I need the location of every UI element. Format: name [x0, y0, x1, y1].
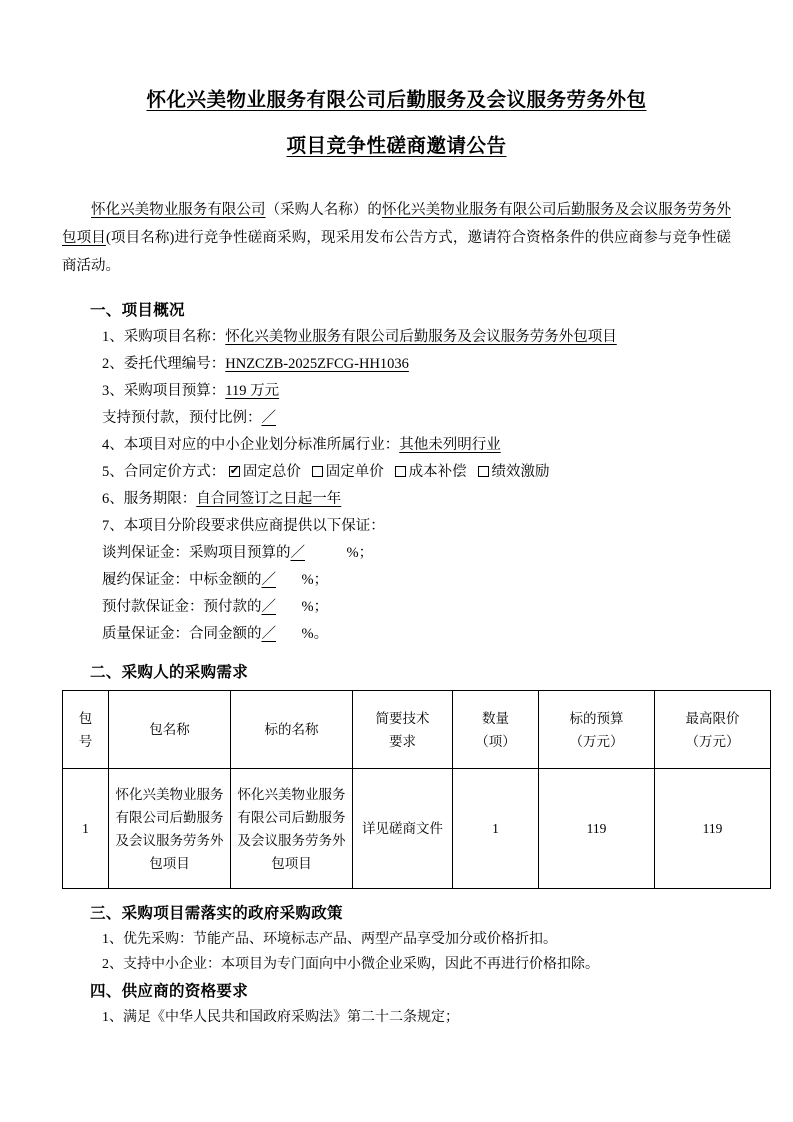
cell-no: 1: [63, 769, 109, 889]
policy-item-2-label: 2、支持中小企业：: [102, 957, 221, 972]
guarantee-2-value: ／: [261, 599, 276, 615]
table-header-cell-package: 包名称: [109, 691, 231, 769]
overview-item-3-value: 119 万元: [225, 383, 280, 399]
guarantee-row-2: [62, 594, 731, 621]
pricing-option-2-label: 成本补偿: [408, 464, 467, 480]
checkbox-checked-icon[interactable]: [229, 466, 240, 477]
policy-item-2-value: 本项目为专门面向中小微企业采购，因此不再进行价格扣除。: [221, 957, 599, 972]
guarantee-0-unit: %；: [346, 545, 374, 561]
guarantee-3-name: 质量保证金：: [102, 626, 189, 642]
policy-item-1-label: 1、优先采购：: [102, 932, 193, 947]
pricing-option-0[interactable]: [229, 464, 301, 480]
guarantee-row-3: [62, 621, 731, 648]
checkbox-empty-icon[interactable]: [478, 466, 489, 477]
overview-item-3-label: 3、采购项目预算：: [102, 383, 226, 399]
table-header-cell-cap: [655, 691, 771, 769]
table-header-cell-qty: [453, 691, 539, 769]
overview-item-2: [62, 351, 731, 378]
overview-item-4-value: 其他未列明行业: [399, 437, 501, 453]
requirement-table: [62, 690, 771, 889]
overview-item-5-label: 5、合同定价方式：: [102, 464, 226, 480]
section-qualification-heading: 四、供应商的资格要求: [90, 983, 249, 1000]
overview-item-7: [62, 513, 731, 540]
header-tech-line1: 简要技术: [375, 710, 430, 726]
table-header-cell-object: 标的名称: [231, 691, 353, 769]
pricing-option-3-label: 绩效激励: [491, 464, 550, 480]
section-overview-heading: 一、项目概况: [90, 302, 185, 319]
checkbox-empty-icon[interactable]: [312, 466, 323, 477]
guarantee-2-desc: 预付款的: [203, 599, 262, 615]
overview-item-1-label: 1、采购项目名称：: [102, 329, 226, 345]
prepayment-value: ／: [261, 410, 276, 426]
header-budget-line1: 标的预算: [569, 710, 624, 726]
intro-paragraph: [62, 196, 731, 280]
header-budget-line2: （万元）: [569, 733, 624, 749]
prepayment-label: 支持预付款，预付比例：: [102, 410, 262, 426]
header-tech-line2: 要求: [389, 733, 416, 749]
header-qty-line1: 数量: [482, 710, 509, 726]
cell-object-name: 怀化兴美物业服务有限公司后勤服务及会议服务劳务外包项目: [231, 769, 353, 889]
guarantee-row-1: [62, 567, 731, 594]
guarantee-2-unit: %；: [301, 599, 329, 615]
policy-item-1: [62, 927, 731, 952]
guarantee-1-unit: %；: [301, 572, 329, 588]
cell-package-name: 怀化兴美物业服务有限公司后勤服务及会议服务劳务外包项目: [109, 769, 231, 889]
overview-item-2-label: 2、委托代理编号：: [102, 356, 226, 372]
overview-item-6-value: 自合同签订之日起一年: [196, 491, 342, 507]
pricing-option-1-label: 固定单价: [325, 464, 384, 480]
overview-item-7-label: 7、本项目分阶段要求供应商提供以下保证：: [102, 518, 385, 534]
overview-item-3-sub: [62, 405, 731, 432]
guarantee-2-name: 预付款保证金：: [102, 599, 204, 615]
checkbox-empty-icon[interactable]: [395, 466, 406, 477]
overview-item-4: [62, 432, 731, 459]
header-cap-line2: （万元）: [685, 733, 740, 749]
overview-item-1-value: 怀化兴美物业服务有限公司后勤服务及会议服务劳务外包项目: [225, 329, 617, 345]
overview-item-1: [62, 324, 731, 351]
overview-item-3: [62, 378, 731, 405]
header-no-line1: 包: [78, 710, 93, 726]
cell-tech: 详见磋商文件: [353, 769, 453, 889]
pricing-option-0-label: 固定总价: [242, 464, 301, 480]
cell-budget: 119: [539, 769, 655, 889]
intro-text-1: （采购人名称）的: [265, 202, 382, 218]
policy-item-1-value: 节能产品、环境标志产品、两型产品享受加分或价格折扣。: [193, 932, 557, 947]
header-no-line2: 号: [78, 733, 93, 749]
qualification-item-1: 1、满足《中华人民共和国政府采购法》第二十二条规定；: [102, 1010, 459, 1025]
policy-item-2: [62, 952, 731, 977]
guarantee-0-name: 谈判保证金：: [102, 545, 189, 561]
table-row: [63, 769, 771, 889]
guarantee-0-value: ／: [290, 545, 305, 561]
section-demand-heading: 二、采购人的采购需求: [90, 664, 249, 681]
intro-purchaser-name: 怀化兴美物业服务有限公司: [91, 202, 266, 218]
guarantee-3-unit: %。: [301, 626, 329, 642]
guarantee-1-desc: 中标金额的: [189, 572, 262, 588]
guarantee-0-desc: 采购项目预算的: [189, 545, 291, 561]
overview-item-2-value: HNZCZB-2025ZFCG-HH1036: [225, 356, 409, 372]
doc-title-line1: 怀化兴美物业服务有限公司后勤服务及会议服务劳务外包: [146, 90, 647, 111]
pricing-option-2[interactable]: [395, 464, 467, 480]
guarantee-row-0: [62, 540, 731, 567]
guarantee-3-value: ／: [261, 626, 276, 642]
table-header-row: [63, 691, 771, 769]
header-cap-line1: 最高限价: [685, 710, 740, 726]
table-header-cell-no: [63, 691, 109, 769]
page-title: [62, 78, 731, 170]
overview-item-6-label: 6、服务期限：: [102, 491, 197, 507]
cell-qty: 1: [453, 769, 539, 889]
header-qty-line2: （项）: [475, 733, 516, 749]
pricing-option-1[interactable]: [312, 464, 384, 480]
cell-cap: 119: [655, 769, 771, 889]
table-header-cell-tech: [353, 691, 453, 769]
table-header-cell-budget: [539, 691, 655, 769]
intro-project-name: 怀化兴美物业服务有限公司后勤服务及会议服务劳务外包项目: [62, 202, 732, 246]
guarantee-3-desc: 合同金额的: [189, 626, 262, 642]
intro-text-2: (项目名称)进行竞争性磋商采购，现采用发布公告方式，邀请符合资格条件的供应商参与竞争性磋商活动。: [62, 230, 732, 274]
section-policy-heading: 三、采购项目需落实的政府采购政策: [90, 905, 343, 922]
pricing-option-3[interactable]: [478, 464, 550, 480]
guarantee-1-value: ／: [261, 572, 276, 588]
overview-item-6: [62, 486, 731, 513]
overview-item-4-label: 4、本项目对应的中小企业划分标准所属行业：: [102, 437, 400, 453]
doc-title-line2: 项目竞争性磋商邀请公告: [286, 136, 507, 157]
overview-item-5: [62, 459, 731, 486]
guarantee-1-name: 履约保证金：: [102, 572, 189, 588]
